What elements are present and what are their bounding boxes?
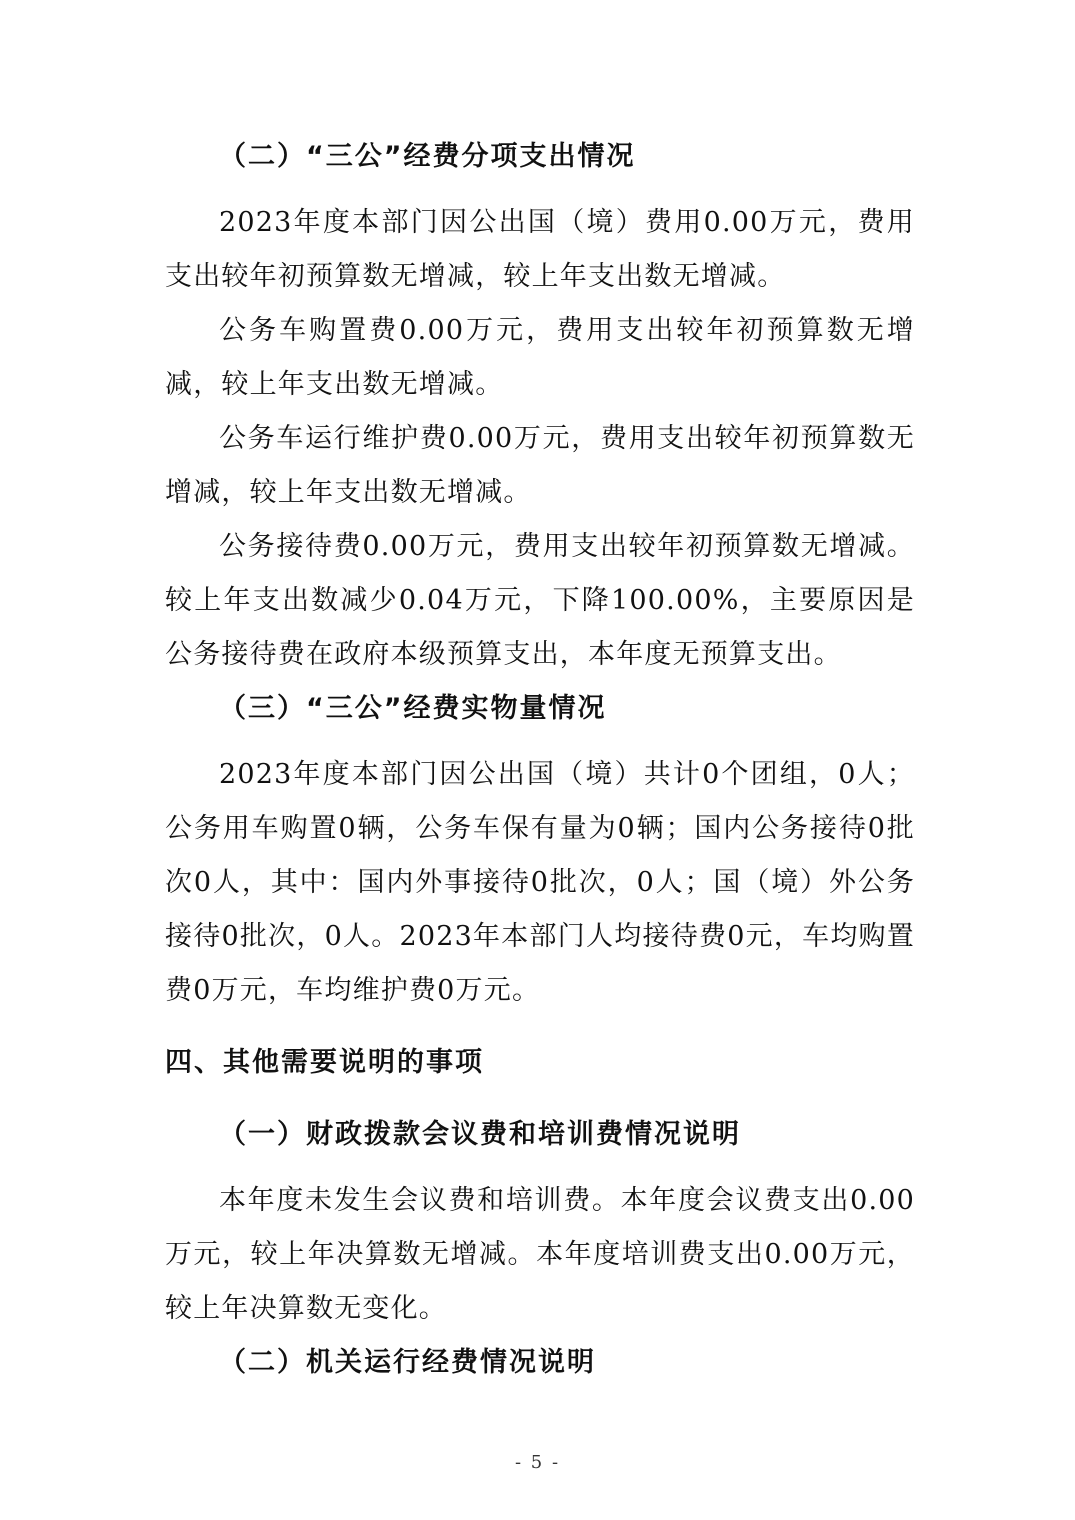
section-heading-three-public-itemized: （二）“三公”经费分项支出情况 [219, 141, 636, 172]
document-body [165, 130, 915, 1390]
section-heading-three-public-physical: （三）“三公”经费实物量情况 [219, 693, 607, 724]
paragraph-official-reception: 公务接待费0.00万元，费用支出较年初预算数无增减。较上年支出数减少0.04万元，下降100.00%，主要原因是公务接待费在政府本级预算支出，本年度无预算支出。 [165, 531, 915, 670]
part-heading-other-matters: 四、其他需要说明的事项 [165, 1047, 484, 1078]
paragraph-meeting-training: 本年度未发生会议费和培训费。本年度会议费支出0.00万元，较上年决算数无增减。本年度培训费支出0.00万元，较上年决算数无变化。 [165, 1185, 915, 1324]
section-heading-operating-expenses: （二）机关运行经费情况说明 [219, 1347, 596, 1378]
page-number: - 5 - [514, 1452, 561, 1473]
paragraph-overseas-travel: 2023年度本部门因公出国（境）费用0.00万元，费用支出较年初预算数无增减，较上年支出数无增减。 [165, 207, 915, 292]
paragraph-physical-quantity: 2023年度本部门因公出国（境）共计0个团组，0人；公务用车购置0辆，公务车保有量为0辆；国内公务接待0批次0人，其中：国内外事接待0批次，0人；国（境）外公务接待0批次，0人。2023年本部门人均接待费0元，车均购置费0万元，车均维护费0万元。 [165, 759, 915, 1006]
paragraph-vehicle-purchase: 公务车购置费0.00万元，费用支出较年初预算数无增减，较上年支出数无增减。 [165, 315, 915, 400]
section-heading-meeting-training: （一）财政拨款会议费和培训费情况说明 [219, 1119, 741, 1150]
paragraph-vehicle-maintenance: 公务车运行维护费0.00万元，费用支出较年初预算数无增减，较上年支出数无增减。 [165, 423, 915, 508]
